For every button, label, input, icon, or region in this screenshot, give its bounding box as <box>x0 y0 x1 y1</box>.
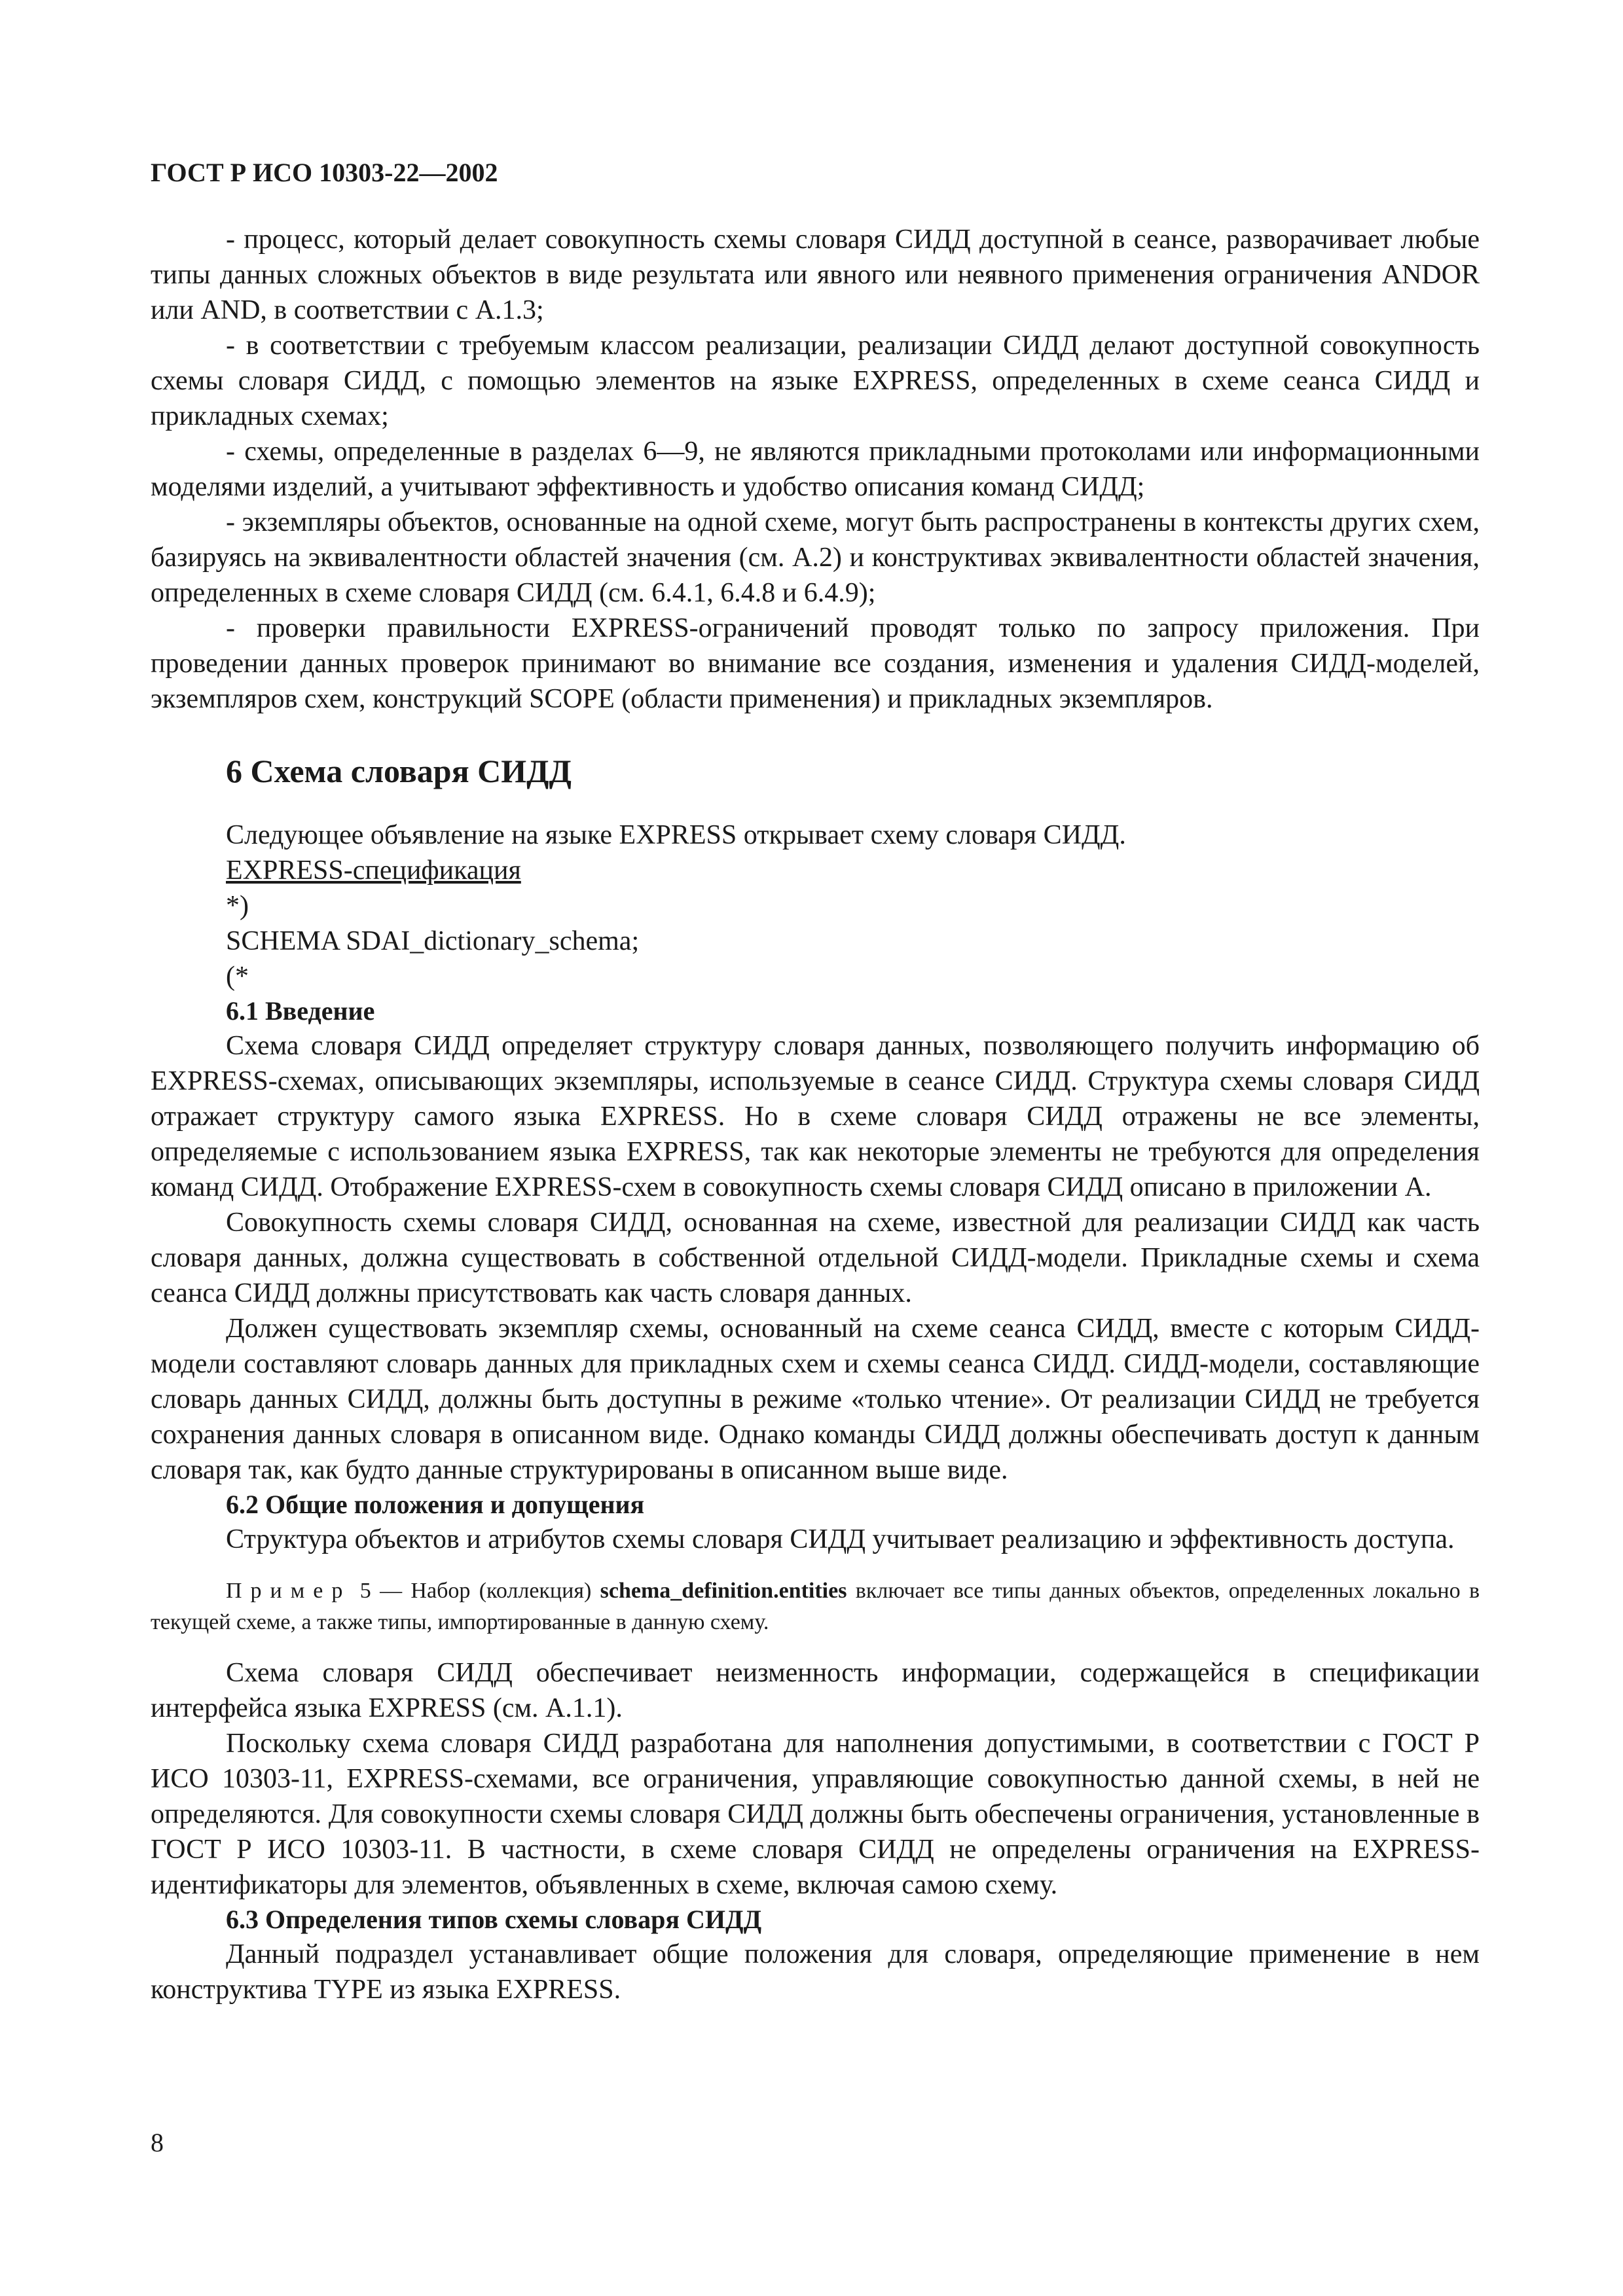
s63-paragraph-1: Данный подраздел устанавливает общие положения для словаря, определяющие применение в нем конструктива TYPE из языка EXPRESS. <box>151 1939 1480 2005</box>
document-header: ГОСТ Р ИСО 10303-22—2002 <box>151 158 498 187</box>
s61-paragraph-3: Должен существовать экземпляр схемы, основанный на схеме сеанса СИДД, вместе с которым СИДД-модели составляют словарь данных для прикладных схем и схемы сеанса СИДД. СИДД-модели, составляющие словарь данных СИДД, должны быть доступны в режиме «только чтение». От реализации СИДД не требуется сохранения данных словаря в описанном виде. Однако команды СИДД должны обеспечивать доступ к данным словаря так, как будто данные структурированы в описанном выше виде. <box>151 1314 1480 1485</box>
subsection-6-1-title: 6.1 Введение <box>226 996 375 1026</box>
intro-paragraph-2: - в соответствии с требуемым классом реализации, реализации СИДД делают доступной совокупность схемы словаря СИДД, с помощью элементов на языке EXPRESS, определенных в схеме сеанса СИДД и прикладных схемах; <box>151 331 1480 431</box>
document-page <box>151 157 1480 2007</box>
example-label: Пример <box>226 1579 352 1603</box>
section-6-title: 6 Схема словаря СИДД <box>226 753 572 789</box>
intro-paragraph-5: - проверки правильности EXPRESS-ограничений проводят только по запросу приложения. При проведении данных проверок принимают во внимание все создания, изменения и удаления СИДД-моделей, экземпляров схем, конструкций SCOPE (области применения) и прикладных экземпляров. <box>151 613 1480 714</box>
intro-paragraph-1: - процесс, который делает совокупность схемы словаря СИДД доступной в сеансе, разворачивает любые типы данных сложных объектов в виде результата или явного или неявного применения ограничения ANDOR или AND, в соответствии с А.1.3; <box>151 224 1480 325</box>
page-number: 8 <box>151 2128 164 2157</box>
s62-paragraph-1: Структура объектов и атрибутов схемы словаря СИДД учитывает реализацию и эффективность доступа. <box>226 1524 1455 1554</box>
s61-paragraph-2: Совокупность схемы словаря СИДД, основанная на схеме, известной для реализации СИДД как часть словаря данных, должна существовать в собственной отдельной СИДД-модели. Прикладные схемы и схема сеанса СИДД должны присутствовать как часть словаря данных. <box>151 1208 1480 1308</box>
subsection-6-2-title: 6.2 Общие положения и допущения <box>226 1490 645 1519</box>
schema-declaration: SCHEMA SDAI_dictionary_schema; <box>226 926 640 956</box>
intro-paragraph-4: - экземпляры объектов, основанные на одной схеме, могут быть распространены в контексты других схем, базируясь на эквивалентности областей значения (см. А.2) и конструктивах эквивалентности областей значения, определенных в схеме словаря СИДД (см. 6.4.1, 6.4.8 и 6.4.9); <box>151 507 1480 608</box>
example-number: 5 — Набор (коллекция) <box>351 1579 600 1603</box>
s62-paragraph-2: Схема словаря СИДД обеспечивает неизменность информации, содержащейся в спецификации интерфейса языка EXPRESS (см. А.1.1). <box>151 1658 1480 1723</box>
example-text: включает все типы данных объектов, определенных локально в текущей схеме, а также типы, импортированные в данную схему. <box>151 1579 1480 1634</box>
s62-paragraph-3: Поскольку схема словаря СИДД разработана для наполнения допустимыми, в соответствии с ГОСТ Р ИСО 10303-11, EXPRESS-схемами, все ограничения, управляющие совокупностью данной схемы, в ней не определяются. Для совокупности схемы словаря СИДД должны быть обеспечены ограничения, установленные в ГОСТ Р ИСО 10303-11. В частности, в схеме словаря СИДД не определены ограничения на EXPRESS-идентификаторы для элементов, объявленных в схеме, включая самою схему. <box>151 1729 1480 1900</box>
example-note <box>151 1575 1480 1638</box>
express-spec-label: EXPRESS-спецификация <box>226 855 521 886</box>
express-declaration: Следующее объявление на языке EXPRESS открывает схему словаря СИДД. <box>226 820 1126 850</box>
subsection-6-3-title: 6.3 Определения типов схемы словаря СИДД <box>226 1905 762 1934</box>
code-open-comment: *) <box>226 891 249 921</box>
example-identifier: schema_definition.entities <box>600 1579 847 1603</box>
code-close-comment: (* <box>226 961 249 992</box>
s61-paragraph-1: Схема словаря СИДД определяет структуру словаря данных, позволяющего получить информацию об EXPRESS-схемах, описывающих экземпляры, используемые в сеансе СИДД. Структура схемы словаря СИДД отражает структуру самого языка EXPRESS. Но в схеме словаря СИДД отражены не все элементы, определяемые с использованием языка EXPRESS, так как некоторые элементы не требуются для определения команд СИДД. Отображение EXPRESS-схем в совокупность схемы словаря СИДД описано в приложении А. <box>151 1031 1480 1202</box>
intro-paragraph-3: - схемы, определенные в разделах 6—9, не являются прикладными протоколами или информационными моделями изделий, а учитывают эффективность и удобство описания команд СИДД; <box>151 437 1480 502</box>
